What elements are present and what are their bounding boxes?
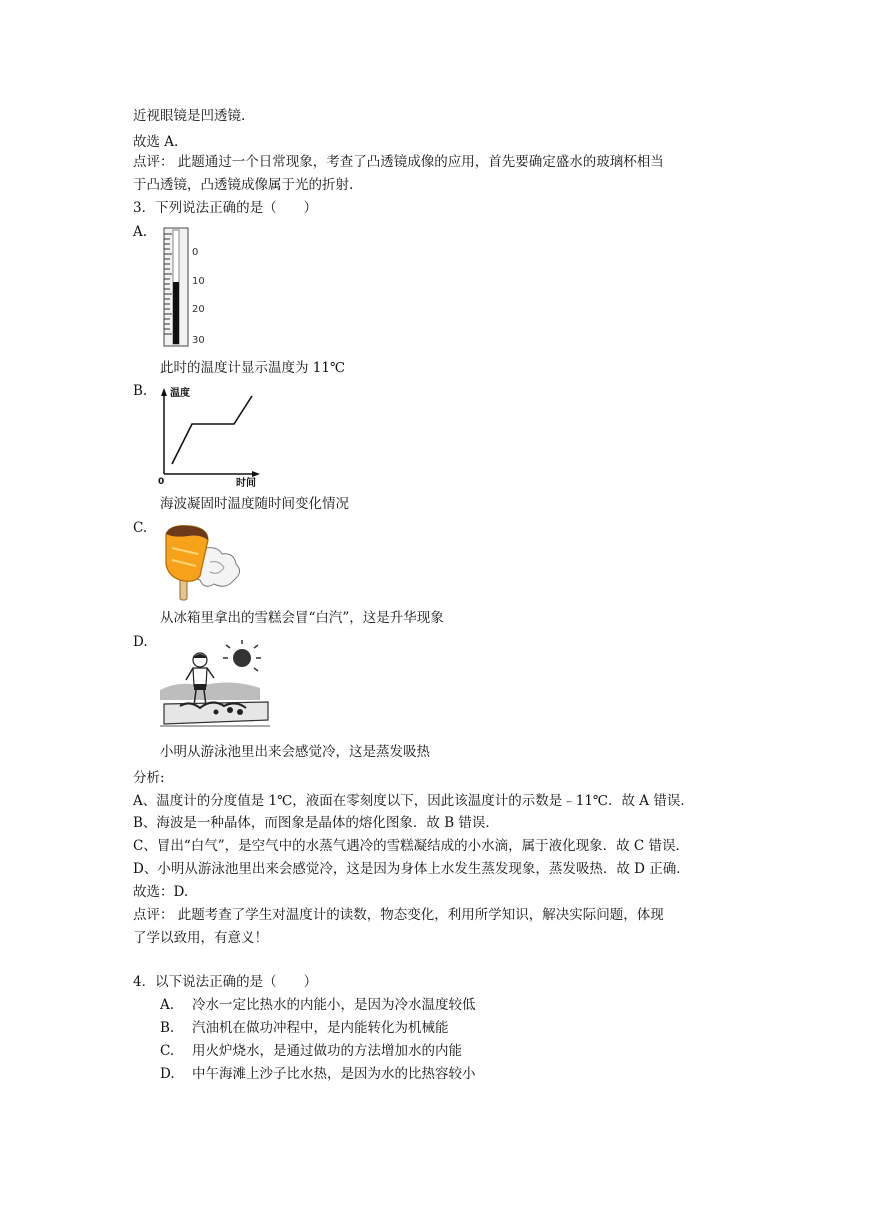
q3-option-c-text: 从冰箱里拿出的雪糕会冒“白汽”，这是升华现象: [160, 610, 444, 626]
thermometer-tick-10: 10: [192, 276, 205, 287]
q4-option-c-label: C.: [160, 1043, 175, 1059]
analysis-c: C、冒出“白气”，是空气中的水蒸气遇冷的雪糕凝结成的小水滴，属于液化现象．故 C 错误．: [133, 838, 690, 854]
analysis-choice: 故选：D.: [133, 884, 189, 900]
q3-option-b-label: B.: [133, 383, 148, 399]
q4-option-a: [160, 995, 476, 1015]
thermometer-tick-30: 30: [192, 335, 205, 346]
graph-y-label: 温度: [170, 388, 190, 399]
intro-comment-line-2: 于凸透镜，凸透镜成像属于光的折射.: [133, 177, 354, 193]
q3-option-c-label: C.: [133, 520, 148, 536]
q3-option-d-label: D.: [133, 634, 148, 650]
intro-line-2: 故选 A.: [133, 134, 179, 150]
analysis-a: A、温度计的分度值是 1℃，液面在零刻度以下，因此该温度计的示数是﹣11℃．故 A 错误．: [133, 793, 694, 809]
graph-x-label: 时间: [236, 478, 256, 488]
intro-line-1: 近视眼镜是凹透镜.: [133, 108, 246, 124]
analysis-comment-1: 点评： 此题考查了学生对温度计的读数，物态变化，利用所学知识，解决实际问题，体现: [133, 907, 664, 923]
analysis-comment-2: 了学以致用，有意义！: [133, 930, 268, 946]
analysis-d: D、小明从游泳池里出来会感觉冷，这是因为身体上水发生蒸发现象，蒸发吸热．故 D 正确．: [133, 861, 690, 877]
q4-option-d-label: D.: [160, 1066, 175, 1082]
q4-option-b-text: 汽油机在做功冲程中，是内能转化为机械能: [192, 1020, 449, 1036]
q3-stem: 3．下列说法正确的是（ ）: [133, 200, 318, 216]
q4-option-d: [160, 1064, 476, 1084]
analysis-b: B、海波是一种晶体，而图象是晶体的熔化图象．故 B 错误．: [133, 815, 499, 831]
q4-option-b: [160, 1018, 449, 1038]
thermometer-figure: [160, 226, 216, 348]
q4-option-c: [160, 1041, 462, 1061]
q4-option-b-label: B.: [160, 1020, 175, 1036]
q4-option-c-text: 用火炉烧水，是通过做功的方法增加水的内能: [192, 1043, 462, 1059]
q3-option-a-label: A.: [133, 224, 148, 240]
thermometer-tick-0: 0: [192, 247, 199, 258]
intro-comment-line-1: 点评： 此题通过一个日常现象，考查了凸透镜成像的应用，首先要确定盛水的玻璃杯相当: [133, 154, 664, 170]
q4-stem: 4．以下说法正确的是（ ）: [133, 974, 318, 990]
popsicle-image: [160, 520, 242, 602]
swimmer-image: [160, 640, 272, 732]
q3-option-b-text: 海波凝固时温度随时间变化情况: [160, 496, 349, 512]
q4-option-d-text: 中午海滩上沙子比水热，是因为水的比热容较小: [192, 1066, 476, 1082]
analysis-heading: 分析:: [133, 770, 165, 786]
q3-option-d-text: 小明从游泳池里出来会感觉冷，这是蒸发吸热: [160, 744, 430, 760]
q3-option-a-text: 此时的温度计显示温度为 11℃: [160, 360, 346, 376]
graph-origin-label: 0: [158, 477, 165, 487]
thermometer-tick-20: 20: [192, 304, 205, 315]
q4-option-a-text: 冷水一定比热水的内能小，是因为冷水温度较低: [192, 997, 476, 1013]
q4-option-a-label: A.: [160, 997, 175, 1013]
temperature-time-graph: [156, 384, 266, 488]
